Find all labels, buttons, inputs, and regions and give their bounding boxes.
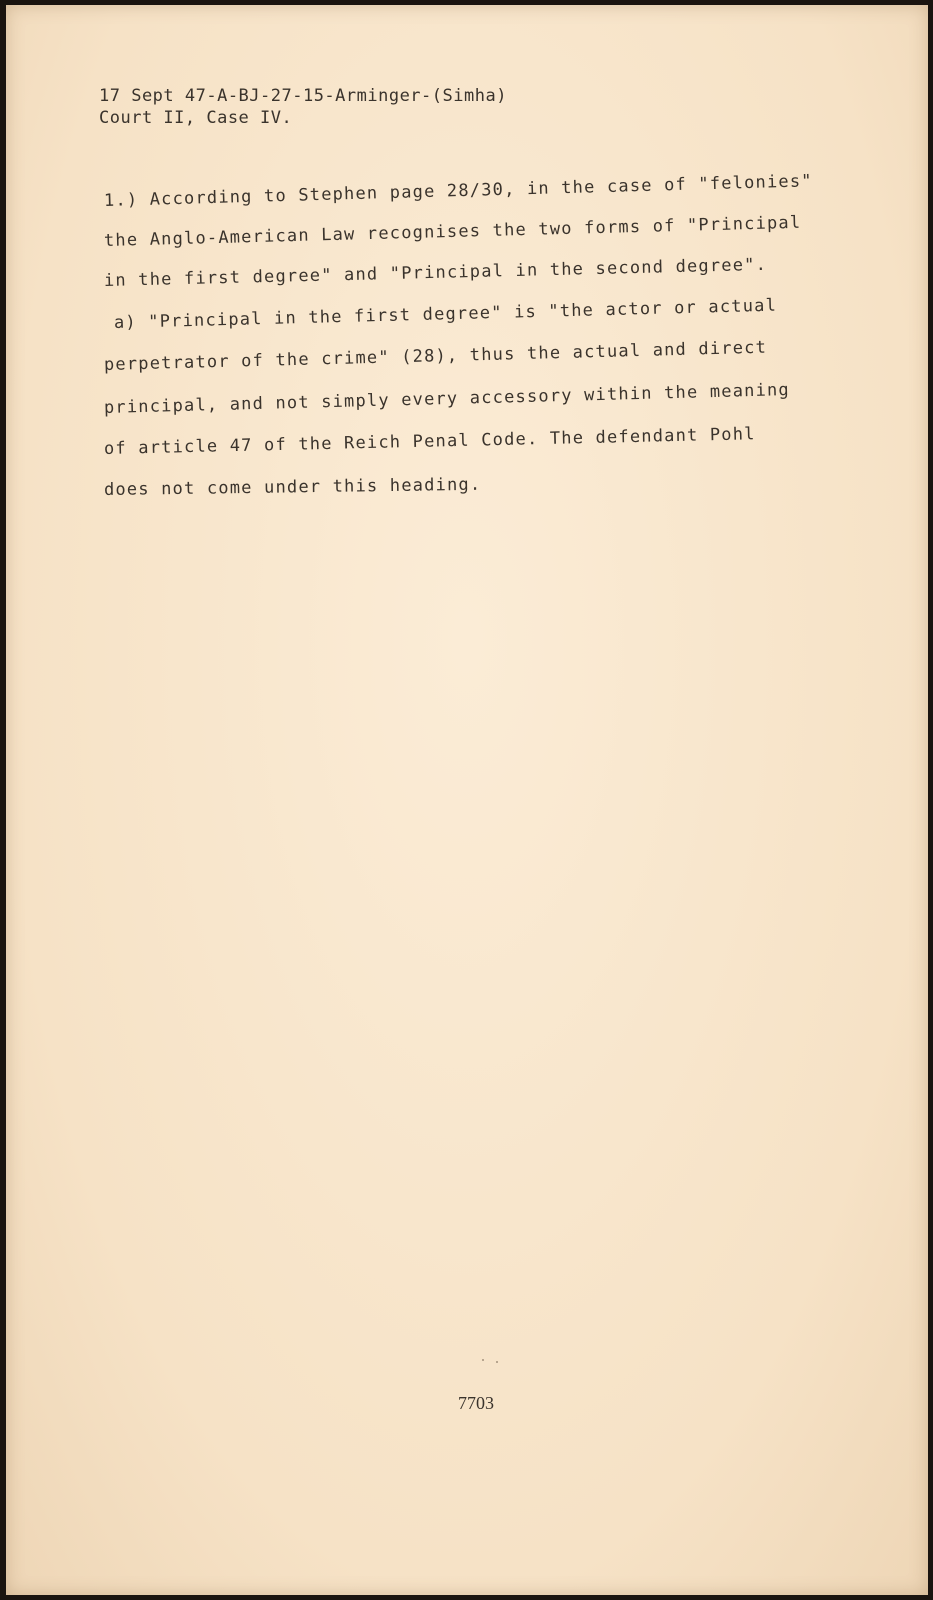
body-line-4: a) "Principal in the first degree" is "the actor or actual (113, 295, 778, 333)
body-line-8: does not come under this heading. (103, 474, 482, 500)
body-line-7: of article 47 of the Reich Penal Code. The defendant Pohl (103, 424, 756, 459)
body-line-3: in the first degree" and "Principal in the second degree". (103, 254, 768, 291)
body-line-5: perpetrator of the crime" (28), thus the actual and direct (103, 337, 768, 375)
header-block (99, 85, 507, 129)
document-page (6, 5, 928, 1595)
header-file-reference: 17 Sept 47-A-BJ-27-15-Arminger-(Simha) (99, 86, 507, 106)
paper-speck (482, 1359, 484, 1361)
body-line-6: principal, and not simply every accessory within the meaning (103, 380, 791, 418)
body-line-2: the Anglo-American Law recognises the two forms of "Principal (103, 212, 802, 251)
header-court-case: Court II, Case IV. (99, 108, 293, 128)
paper-speck (496, 1361, 498, 1363)
body-line-1: 1.) According to Stephen page 28/30, in the case of "felonies" (103, 171, 813, 211)
page-number: 7703 (458, 1393, 494, 1413)
